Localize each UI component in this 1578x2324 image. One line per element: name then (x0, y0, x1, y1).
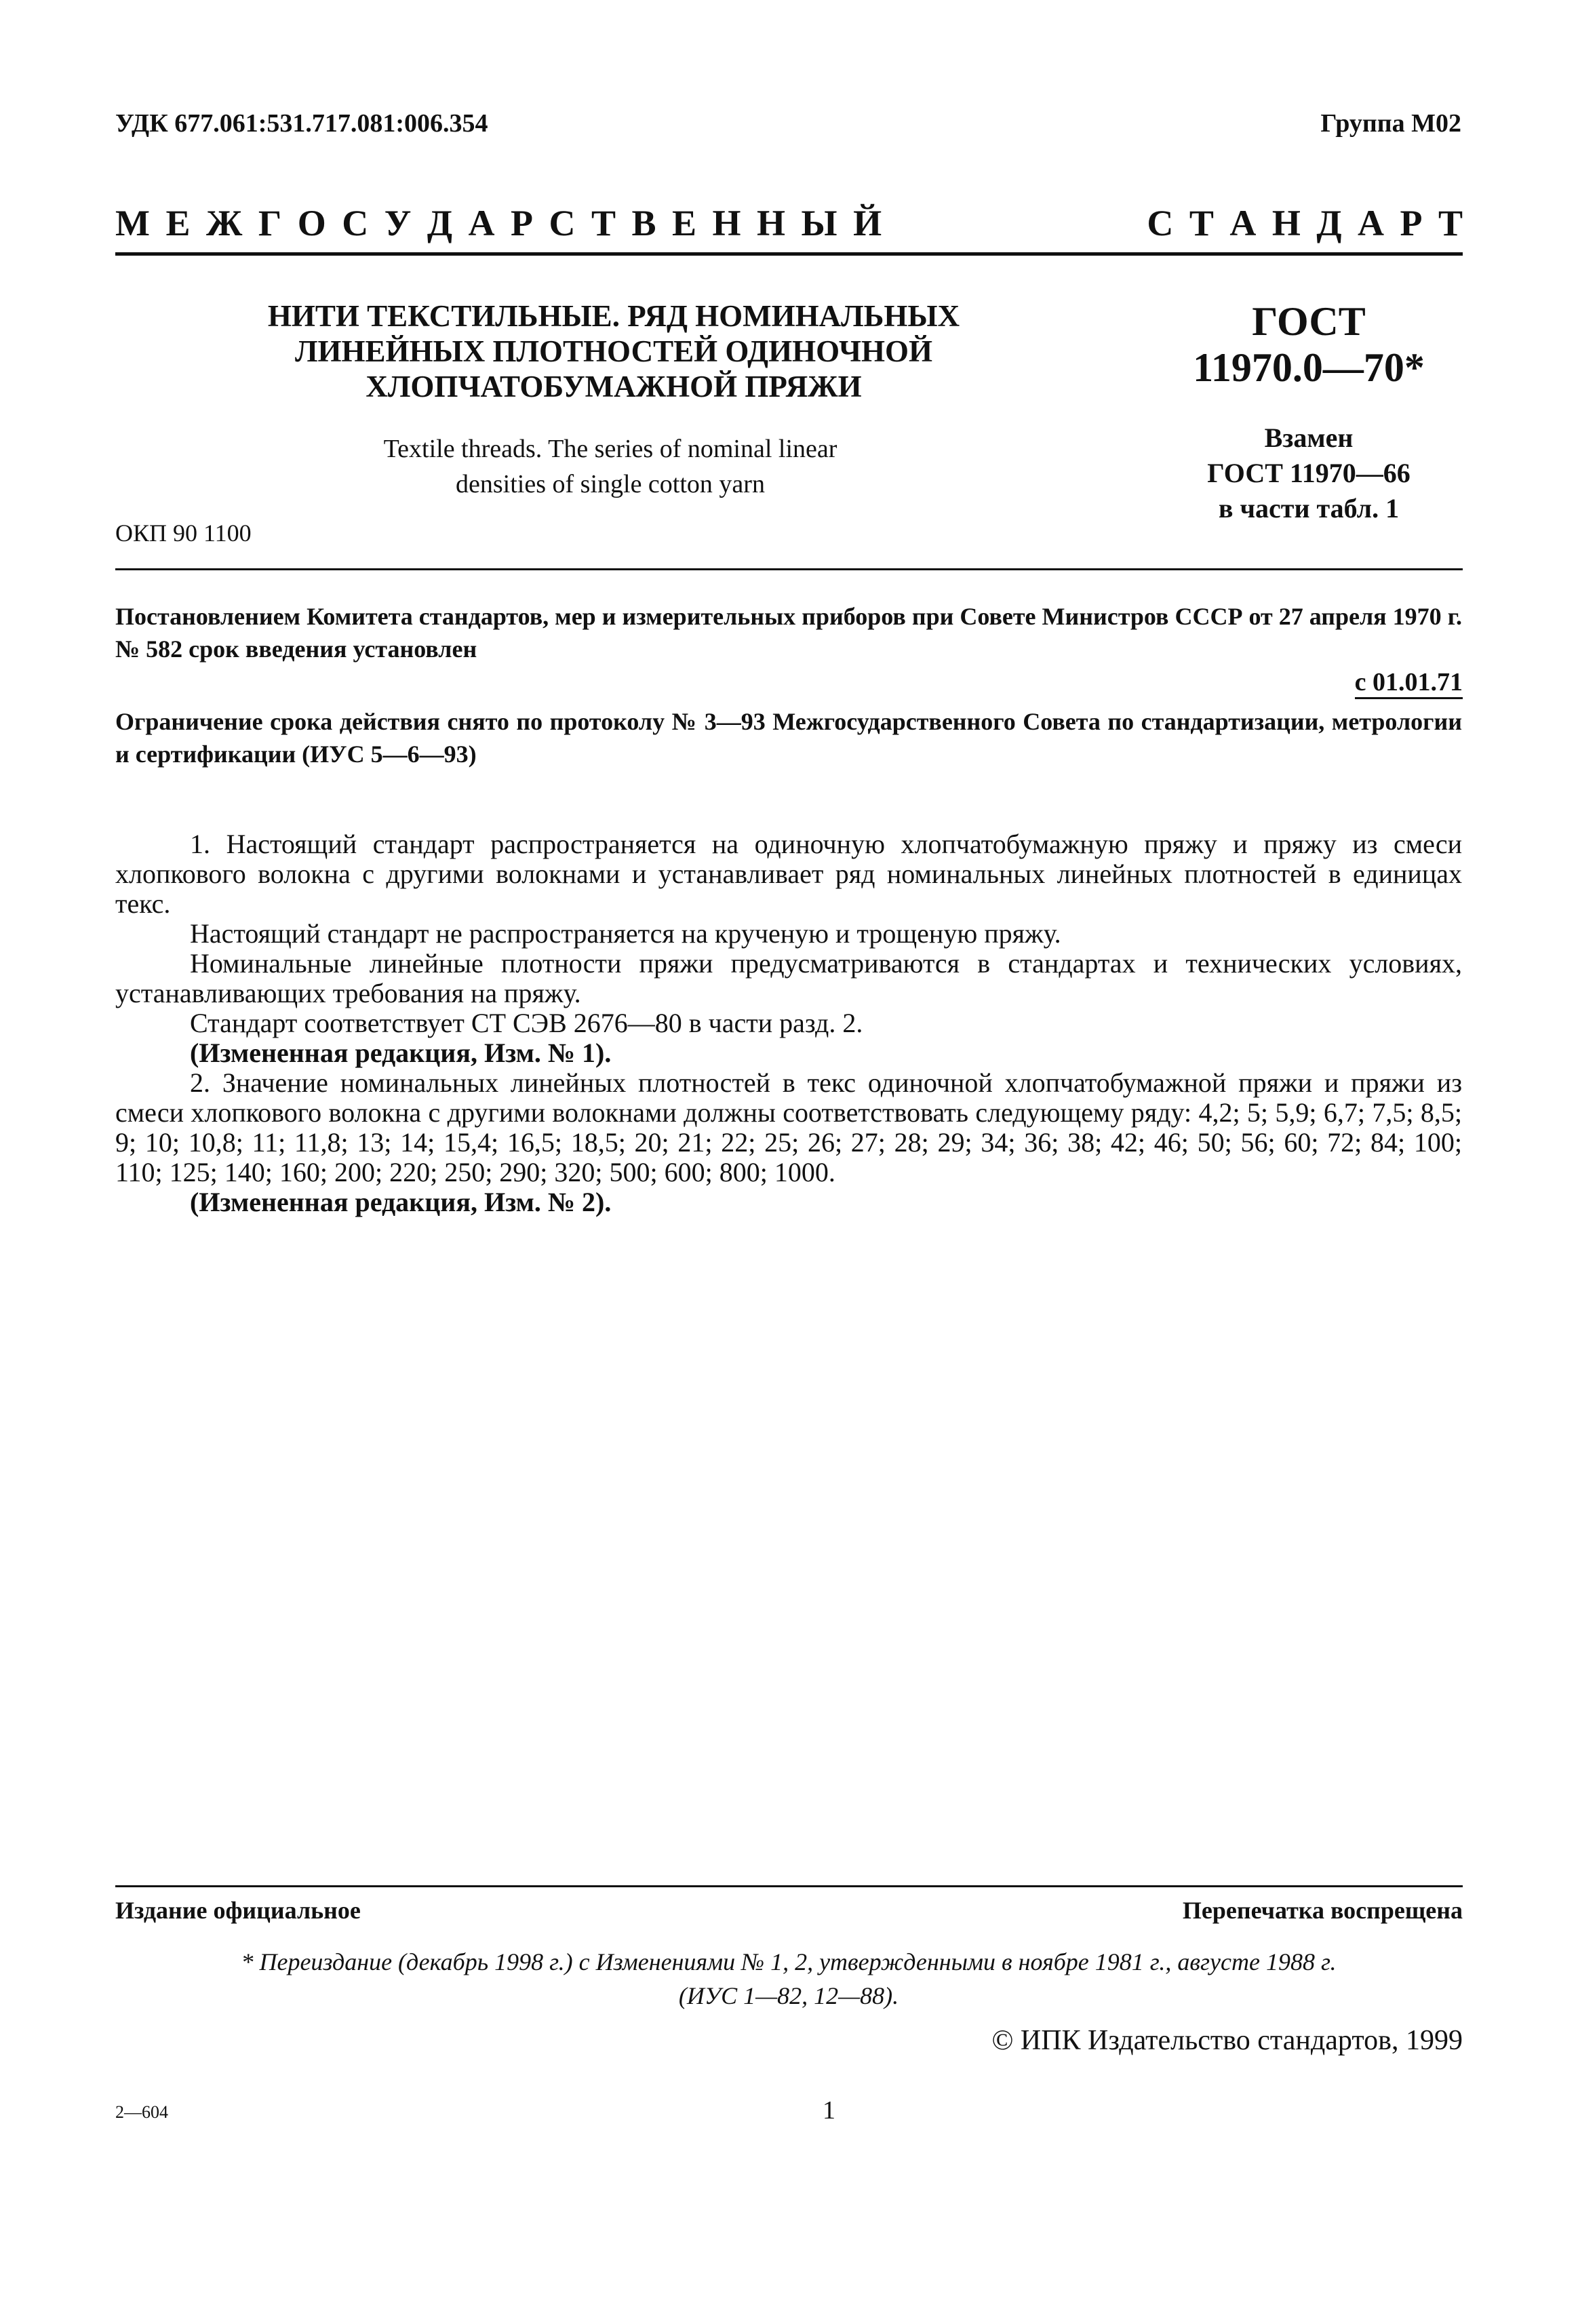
gost-number: 11970.0—70* (1193, 345, 1425, 390)
amendment-note-1: (Измененная редакция, Изм. № 1). (190, 1038, 612, 1068)
standard-heading-right: С Т А Н Д А Р Т (1147, 203, 1463, 243)
paragraph-5: 2. Значение номинальных линейных плотностей в текс одиночной хлопчатобумажной пряжи и пряжи из смеси хлопкового волокна с другими волокнами должны соответствовать следующему ряду: 4,2; 5; 5,9; 6,7; 7,5; 8,5; 9; 10; 10,8; 11; 11,8; 13; 14; 15,4; 16,5; 18,5; 20; 21; 22; 25; 26; 27; 28; 29; 34; 36; 38; 42; 46; 50; 56; 60; 72; 84; 100; 110; 125; 140; 160; 200; 220; 250; 290; 320; 500; 600; 800; 1000. (115, 1067, 1462, 1187)
udc-code: УДК 677.061:531.717.081:006.354 (115, 109, 488, 138)
page-number: 1 (823, 2096, 835, 2125)
gost-label: ГОСТ (1252, 299, 1366, 344)
official-edition: Издание официальное (115, 1897, 361, 1924)
english-title-line-1: Textile threads. The series of nominal linear (383, 435, 837, 463)
print-code: 2—604 (115, 2102, 168, 2122)
effective-date: с 01.01.71 (1355, 667, 1463, 699)
title-line-1: НИТИ ТЕКСТИЛЬНЫЕ. РЯД НОМИНАЛЬНЫХ (267, 299, 960, 333)
title-line-3: ХЛОПЧАТОБУМАЖНОЙ ПРЯЖИ (366, 370, 862, 403)
title-rule (115, 568, 1463, 570)
okp-code: ОКП 90 1100 (115, 519, 252, 547)
footer-rule (115, 1885, 1463, 1887)
gost-number-block (1139, 298, 1478, 391)
paragraph-4: Стандарт соответствует СТ СЭВ 2676—80 в части разд. 2. (190, 1008, 863, 1038)
paragraph-3: Номинальные линейные плотности пряжи предусматриваются в стандартах и технических условиях, устанавливающих требования на пряжу. (115, 948, 1462, 1008)
replaces-part: в части табл. 1 (1218, 493, 1400, 524)
group-code: Группа М02 (1320, 109, 1461, 138)
title-line-2: ЛИНЕЙНЫХ ПЛОТНОСТЕЙ ОДИНОЧНОЙ (294, 334, 932, 368)
limitation-text: Ограничение срока действия снято по протоколу № 3—93 Межгосударственного Совета по стандартизации, метрологии и сертификации (ИУС 5—6—93) (115, 708, 1462, 768)
replaces-block (1139, 420, 1478, 526)
paragraph-2: Настоящий стандарт не распространяется на крученую и трощеную пряжу. (190, 918, 1061, 949)
header-rule (115, 252, 1463, 256)
paragraph-1: 1. Настоящий стандарт распространяется на одиночную хлопчатобумажную пряжу и пряжу из смеси хлопкового волокна с другими волокнами и устанавливает ряд номинальных линейных плотностей в единицах текс. (115, 829, 1462, 919)
reprint-note-line-1: * Переиздание (декабрь 1998 г.) с Изменениями № 1, 2, утвержденными в ноябре 1981 г., августе 1988 г. (241, 1948, 1337, 1975)
english-title (339, 431, 882, 502)
amendment-note-2: (Измененная редакция, Изм. № 2). (190, 1187, 612, 1217)
replaces-standard: ГОСТ 11970—66 (1207, 458, 1411, 488)
reprint-note-line-2: (ИУС 1—82, 12—88). (678, 1982, 899, 2009)
document-title (237, 298, 990, 404)
reprint-prohibited: Перепечатка воспрещена (1182, 1897, 1463, 1924)
standard-heading-left: М Е Ж Г О С У Д А Р С Т В Е Н Н Ы Й (115, 203, 882, 243)
standard-body (115, 829, 1462, 1217)
reprint-note (115, 1945, 1462, 2013)
replaces-label: Взамен (1264, 422, 1354, 453)
decree-text: Постановлением Комитета стандартов, мер и измерительных приборов при Совете Министров СССР от 27 апреля 1970 г. № 582 срок введения установлен (115, 603, 1462, 663)
copyright: © ИПК Издательство стандартов, 1999 (991, 2025, 1463, 2056)
english-title-line-2: densities of single cotton yarn (456, 470, 765, 498)
